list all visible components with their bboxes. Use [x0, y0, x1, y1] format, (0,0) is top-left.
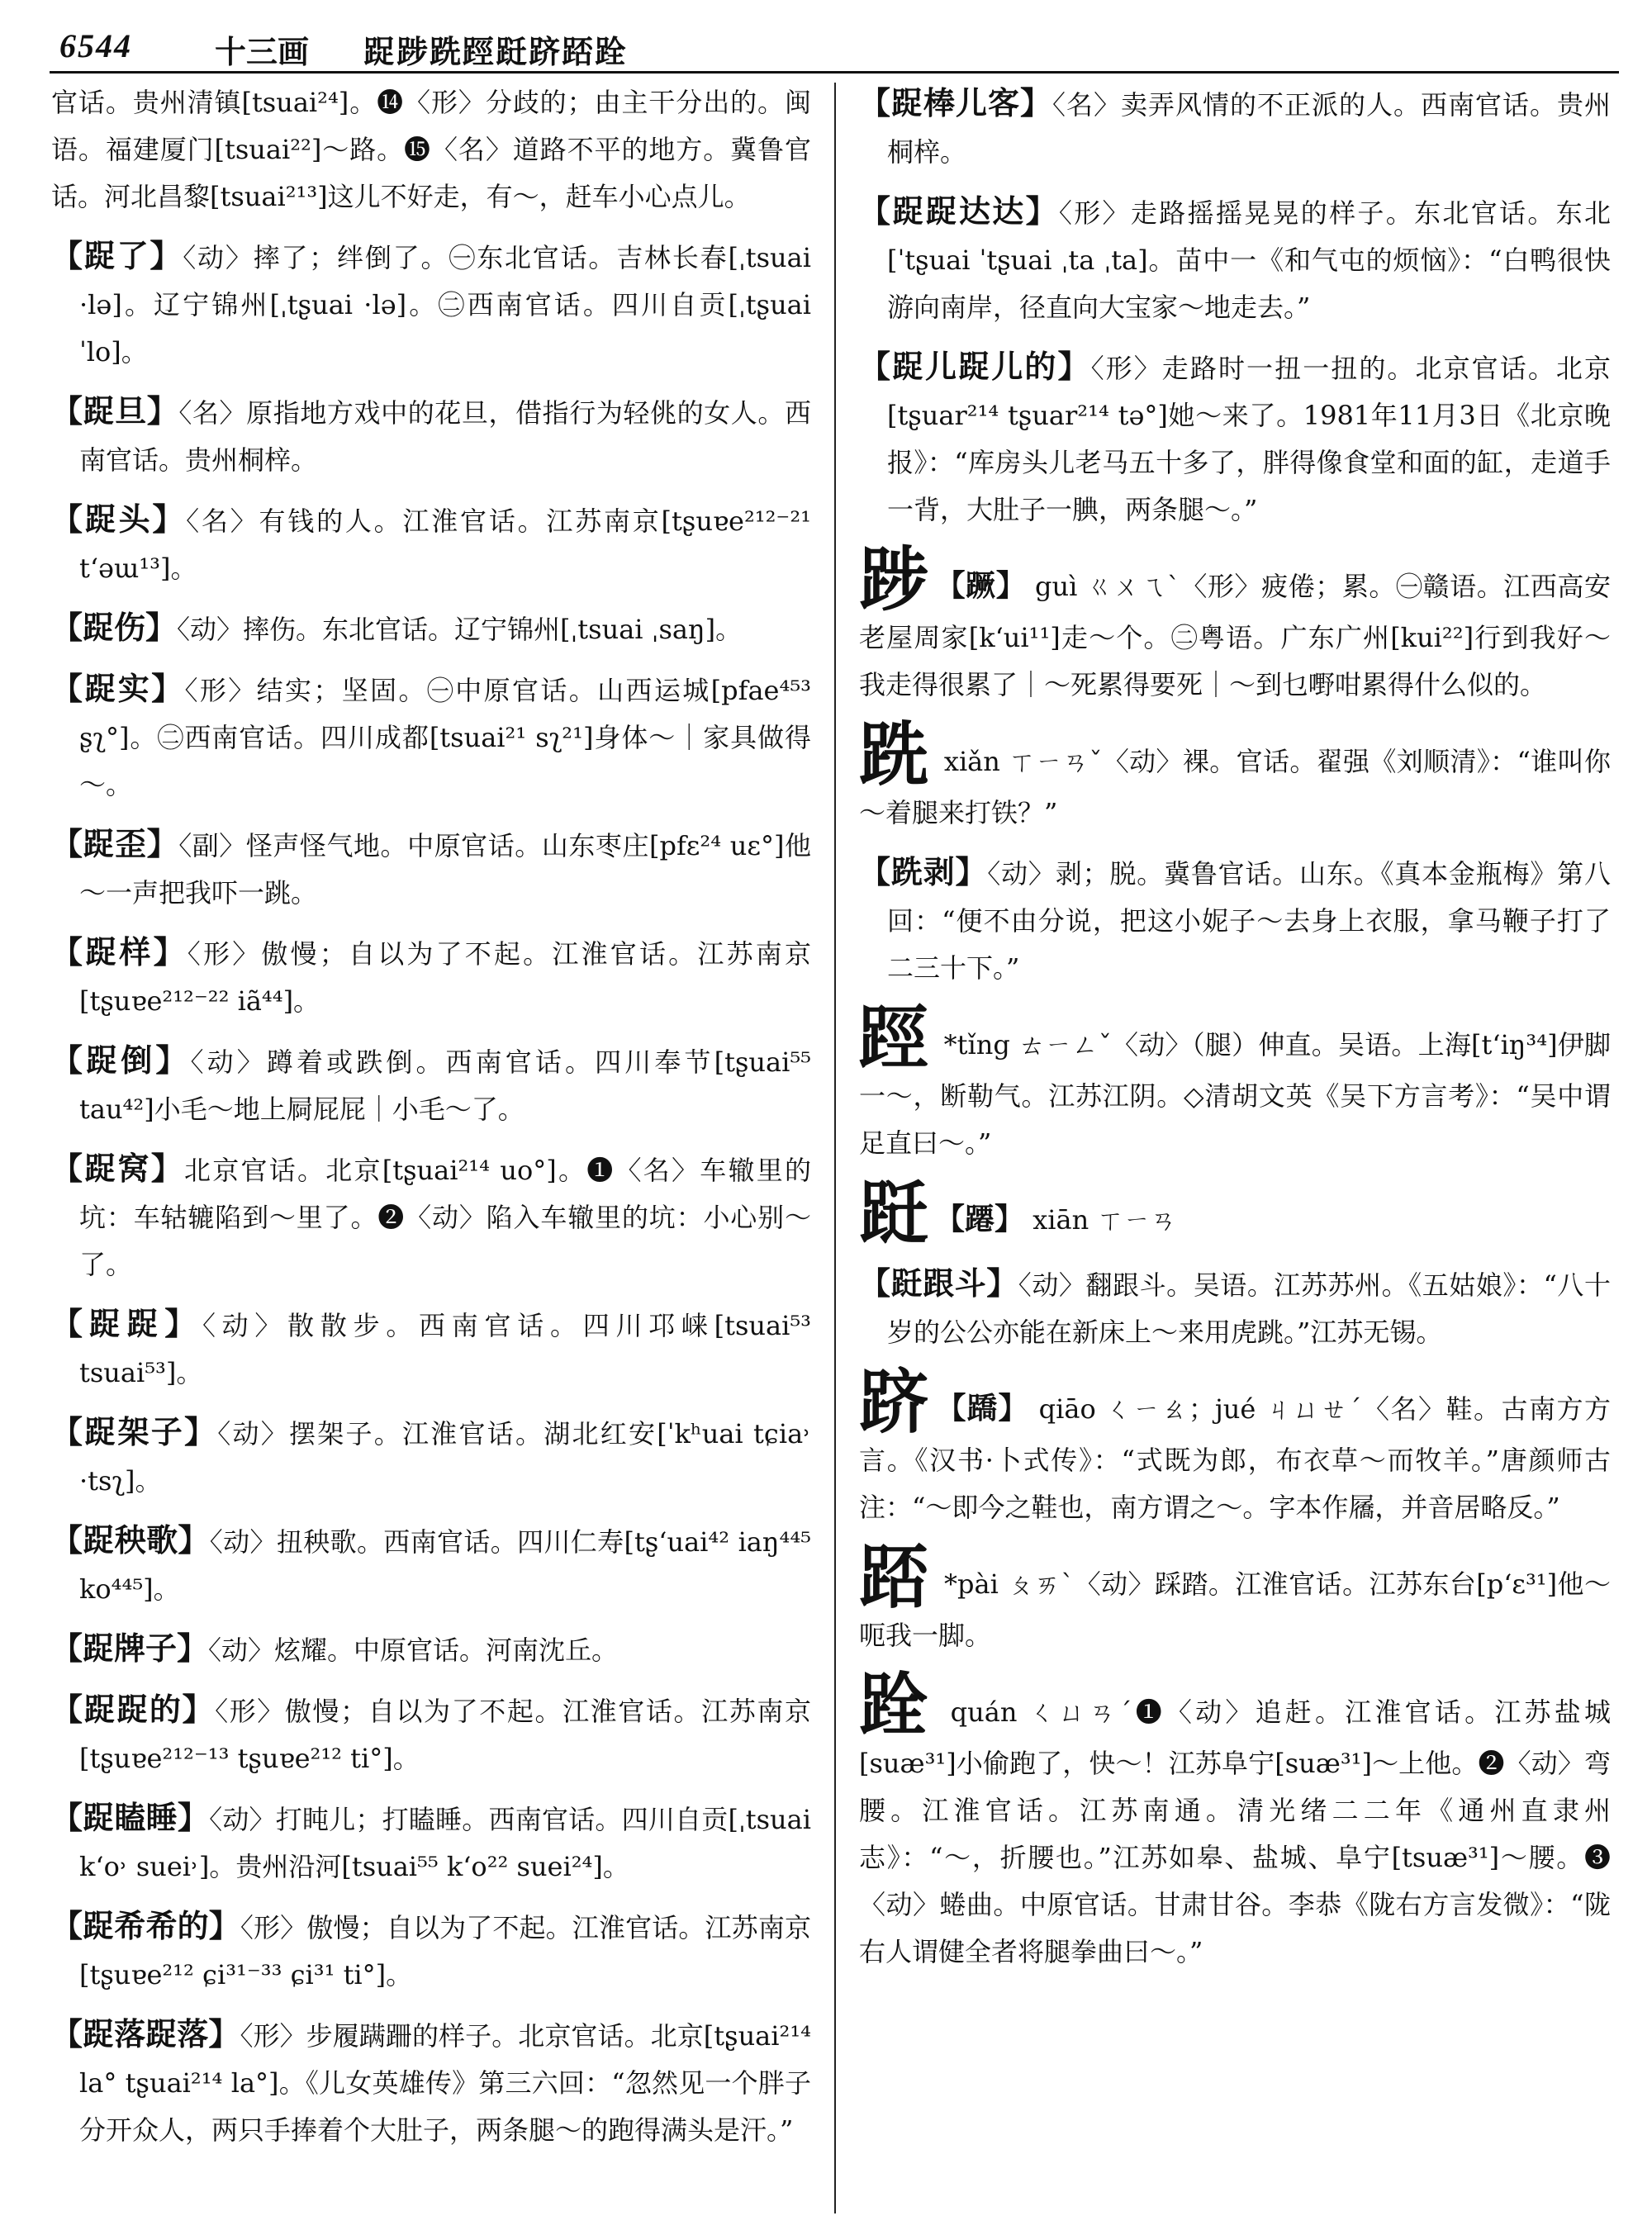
entry-definition: 〈形〉傲慢；自以为了不起。江淮官话。江苏南京[tʂuɐe²¹²⁻²² iã⁴⁴]。 — [79, 938, 811, 1017]
headword-gui — [859, 539, 1611, 709]
entry-headword: 【踀踀的】 — [51, 1691, 216, 1728]
entry-tsuai-yang — [51, 928, 811, 1025]
entry-definition: 〈动〉炫耀。中原官话。河南沈丘。 — [208, 1635, 619, 1666]
entry-definition: 〈副〉怪声怪气地。中原官话。山东枣庄[pfɛ²⁴ uɛ°]他～一声把我吓一跳。 — [79, 830, 811, 909]
entry-tsuai-xixi-de — [51, 1902, 811, 1999]
headword-char: 跻 — [859, 1361, 930, 1443]
entry-headword: 【踀窝】 — [51, 1150, 185, 1187]
entry-headword: 【踀落踀落】 — [51, 2015, 240, 2052]
variant-char: 【蹮】 — [935, 1202, 1025, 1236]
entry-definition: 〈名〉有钱的人。江淮官话。江苏南京[tʂuɐe²¹²⁻²¹ t‘əɯ¹³]。 — [79, 505, 811, 584]
headword-definition: *pài ㄆㄞˋ〈动〉踩踏。江淮官话。江苏东台[p‘ɛ³¹]他～呃我一脚。 — [859, 1568, 1611, 1651]
entry-xian-bo — [859, 848, 1611, 992]
entry-headword: 【踀样】 — [51, 933, 188, 970]
headword-char: 踁 — [859, 997, 929, 1079]
entry-headword: 【踀歪】 — [51, 825, 179, 862]
entry-headword: 【踀希希的】 — [51, 1907, 240, 1944]
headword-definition: *tǐng ㄊㄧㄥˇ〈动〉（腿）伸直。吴语。上海[t‘iŋ³⁴]伊脚一～，断勒气。江苏江阴。◇清胡文英《吴下方言考》：“吴中谓足直曰～。” — [859, 1029, 1611, 1159]
entry-definition: 〈动〉扭秧歌。西南官话。四川仁寿[tʂ‘uai⁴² iaŋ⁴⁴⁵ ko⁴⁴⁵]。 — [79, 1526, 811, 1605]
headword-pai — [859, 1536, 1611, 1659]
entry-tsuai-tsuai — [51, 1300, 811, 1397]
entry-definition: 〈动〉翻跟斗。吴语。江苏苏州。《五姑娘》：“八十岁的公公亦能在新床上～来用虎跳。”江苏无锡。 — [887, 1269, 1611, 1348]
entry-headword: 【踀旦】 — [51, 392, 179, 429]
entry-headword: 【踀了】 — [51, 237, 183, 274]
entry-definition: 北京官话。北京[tʂuai²¹⁴ uo°]。❶〈名〉车辙里的坑：车轱辘陷到～里了。❷〈动〉陷入车辙里的坑：小心别～了。 — [79, 1155, 811, 1280]
entry-definition: 〈动〉摆架子。江淮官话。湖北红安[ˈkʰuai tɕia˒ ·tsʅ]。 — [79, 1418, 811, 1497]
entry-headword: 【踀倒】 — [51, 1041, 191, 1079]
entry-tsuai-le — [51, 232, 811, 376]
entry-definition: 〈动〉摔了；绊倒了。㊀东北官话。吉林长春[ˌtsuai ·lə]。辽宁锦州[ˌtʂuai ·lə]。㊁西南官话。四川自贡[ˌtʂuai ˈlo]。 — [79, 242, 811, 368]
entry-headword: 【踀秧歌】 — [51, 1521, 210, 1559]
entry-tsuai-shang — [51, 604, 811, 653]
entry-xian-gendou — [859, 1260, 1611, 1356]
page-number: 6544 — [59, 27, 132, 64]
entry-headword: 【踀瞌睡】 — [51, 1799, 210, 1836]
entry-headword: 【踀棒儿客】 — [859, 84, 1052, 121]
headword-definition: xiān ㄒㄧㄢ — [1032, 1204, 1177, 1236]
entry-tsuai-paizi — [51, 1625, 811, 1674]
entry-definition: 〈动〉蹲着或跌倒。西南官话。四川奉节[tʂuai⁵⁵ tau⁴²]小毛～地上屙屁屁｜小毛～了。 — [79, 1046, 811, 1125]
entry-headword: 【踀头】 — [51, 501, 187, 538]
entry-tsuai-keshui — [51, 1794, 811, 1891]
entry-headword: 【踀架子】 — [51, 1413, 218, 1450]
page-header — [50, 21, 1619, 74]
headword-ting — [859, 997, 1611, 1167]
entry-tsuai-jiazi — [51, 1408, 811, 1505]
entry-definition: 〈形〉傲慢；自以为了不起。江淮官话。江苏南京[tʂuɐe²¹² ɕi³¹⁻³³ ɕi³¹ ti°]。 — [79, 1912, 811, 1990]
variant-char: 【蹶】 — [935, 568, 1027, 603]
entry-headword: 【踀牌子】 — [51, 1630, 209, 1667]
entry-definition: 〈形〉步履蹒跚的样子。北京官话。北京[tʂuai²¹⁴ la° tʂuai²¹⁴ la°]。《儿女英雄传》第三六回：“忽然见一个胖子分开众人，两只手捧着个大肚子，两条腿～的跑得满头是汗。” — [79, 2020, 811, 2146]
headword-char: 跣 — [859, 714, 929, 795]
entry-continuation: 官话。贵州清镇[tsuai²⁴]。⓮〈形〉分歧的；由主干分出的。闽语。福建厦门[tsuai²²]～路。⓯〈名〉道路不平的地方。冀鲁官话。河北昌黎[tsuai²¹³]这儿不好走，有～，赶车小心点儿。 — [51, 87, 811, 212]
variant-char: 【蹻】 — [936, 1391, 1029, 1426]
headword-quan — [859, 1664, 1611, 1976]
column-divider — [834, 83, 836, 2213]
entry-headword: 【踀实】 — [51, 670, 185, 707]
headword-char: 跧 — [859, 1664, 933, 1746]
entry-tsuai-wo — [51, 1145, 811, 1288]
headword-definition: quán ㄑㄩㄢˊ❶〈动〉追赶。江淮官话。江苏盐城[suæ³¹]小偷跑了，快～！江苏阜宁[suæ³¹]～上他。❷〈动〉弯腰。江淮官话。江苏南通。清光绪二二年《通州直隶州志》：“～，折腰也。”江苏如皋、盐城、阜宁[tsuæ³¹]～腰。❸〈动〉蜷曲。中原官话。甘肃甘谷。李恭《陇右方言发微》：“陇右人谓健全者将腿拳曲曰～。” — [859, 1696, 1611, 1967]
headword-char: 跹 — [859, 1172, 929, 1254]
entry-definition: 〈动〉散散步。西南官话。四川邛崃[tsuai⁵³ tsuai⁵³]。 — [79, 1310, 811, 1388]
entry-tsuaier-de — [859, 343, 1611, 534]
headword-char: 踄 — [859, 539, 929, 620]
entry-headword: 【踀伤】 — [51, 609, 178, 646]
entry-tsuai-tou — [51, 496, 811, 592]
entry-definition: 〈动〉打盹儿；打瞌睡。西南官话。四川自贡[ˌtsuai k‘o˒ suei˒]。贵州沿河[tsuai⁵⁵ k‘o²² suei²⁴]。 — [79, 1804, 811, 1882]
entry-definition: 〈名〉卖弄风情的不正派的人。西南官话。贵州桐梓。 — [887, 89, 1611, 168]
entry-headword: 【跣剥】 — [859, 853, 988, 890]
headword-definition: qiāo ㄑㄧㄠ；jué ㄐㄩㄝˊ〈名〉鞋。古南方方言。《汉书·卜式传》：“式既为郎，布衣草～而牧羊。”唐颜师古注：“～即今之鞋也，南方谓之～。字本作屩，并音居略反。” — [859, 1393, 1611, 1523]
entry-definition: 〈形〉走路时一扭一扭的。北京官话。北京[tʂuar²¹⁴ tʂuar²¹⁴ tə°]她～来了。1981年11月3日《北京晚报》：“库房头儿老马五十多了，胖得像食堂和面的缸，走道手一背，大肚子一腆，两条腿～。” — [887, 353, 1611, 525]
right-column — [859, 79, 1611, 2213]
headword-xian — [859, 714, 1611, 837]
entry-tsuai-wai — [51, 820, 811, 917]
entry-definition: 〈动〉剥；脱。冀鲁官话。山东。《真本金瓶梅》第八回：“便不由分说，把这小妮子～去身上衣服，拿马鞭子打了二三十下。” — [887, 858, 1611, 984]
entry-tsuai-yangge — [51, 1516, 811, 1613]
entry-definition: 〈名〉原指地方戏中的花旦，借指行为轻佻的女人。西南官话。贵州桐梓。 — [79, 397, 811, 476]
headword-definition: guì ㄍㄨㄟˋ〈形〉疲倦；累。㊀赣语。江西高安老屋周家[k‘ui¹¹]走～个。㊁粤语。广东广州[kui²²]行到我好～我走得很累了｜～死累得要死｜～到乜嘢咁累得什么似的。 — [859, 571, 1611, 700]
headword-definition: xiǎn ㄒㄧㄢˇ〈动〉裸。官话。翟强《刘顺清》：“谁叫你～着腿来打铁？” — [859, 746, 1611, 828]
headword-qiao — [859, 1361, 1611, 1531]
entry-definition: 〈形〉走路摇摇晃晃的样子。东北官话。东北[ˈtʂuai ˈtʂuai ˌta ˌta]。苗中一《和气屯的烦恼》：“白鸭很快游向南岸，径直向大宝家～地走去。” — [887, 197, 1611, 323]
stroke-section: 十三画 — [215, 33, 310, 70]
entry-tsuai-luo — [51, 2010, 811, 2154]
page-characters: 踀踄跣踁跹跻踎跧 — [363, 33, 629, 70]
entry-headword: 【跹跟斗】 — [859, 1264, 1018, 1302]
entry-headword: 【踀儿踀儿的】 — [859, 348, 1091, 385]
entry-tsuai-dao — [51, 1037, 811, 1133]
headword-char: 踎 — [859, 1536, 929, 1618]
entry-definition: 〈形〉傲慢；自以为了不起。江淮官话。江苏南京[tʂuɐe²¹²⁻¹³ tʂuɐe²¹² ti°]。 — [79, 1696, 811, 1774]
entry-definition: 〈动〉摔伤。东北官话。辽宁锦州[ˌtsuai ˌsaŋ]。 — [177, 614, 743, 645]
entry-definition: 〈形〉结实；坚固。㊀中原官话。山西运城[pfae⁴⁵³ ʂʅ°]。㊁西南官话。四川成都[tsuai²¹ sʅ²¹]身体～｜家具做得～。 — [79, 675, 811, 800]
entry-tsuai-tsuai-de — [51, 1686, 811, 1782]
entry-tsuai-banger-ke — [859, 79, 1611, 176]
entry-tsuai-dada — [859, 187, 1611, 331]
entry-tsuai-shi — [51, 665, 811, 809]
entry-tsuai-dan — [51, 387, 811, 484]
headword-xian2 — [859, 1172, 1611, 1254]
entry-headword: 【踀踀】 — [51, 1305, 202, 1342]
left-column — [51, 79, 811, 2213]
entry-headword: 【踀踀达达】 — [859, 192, 1059, 230]
